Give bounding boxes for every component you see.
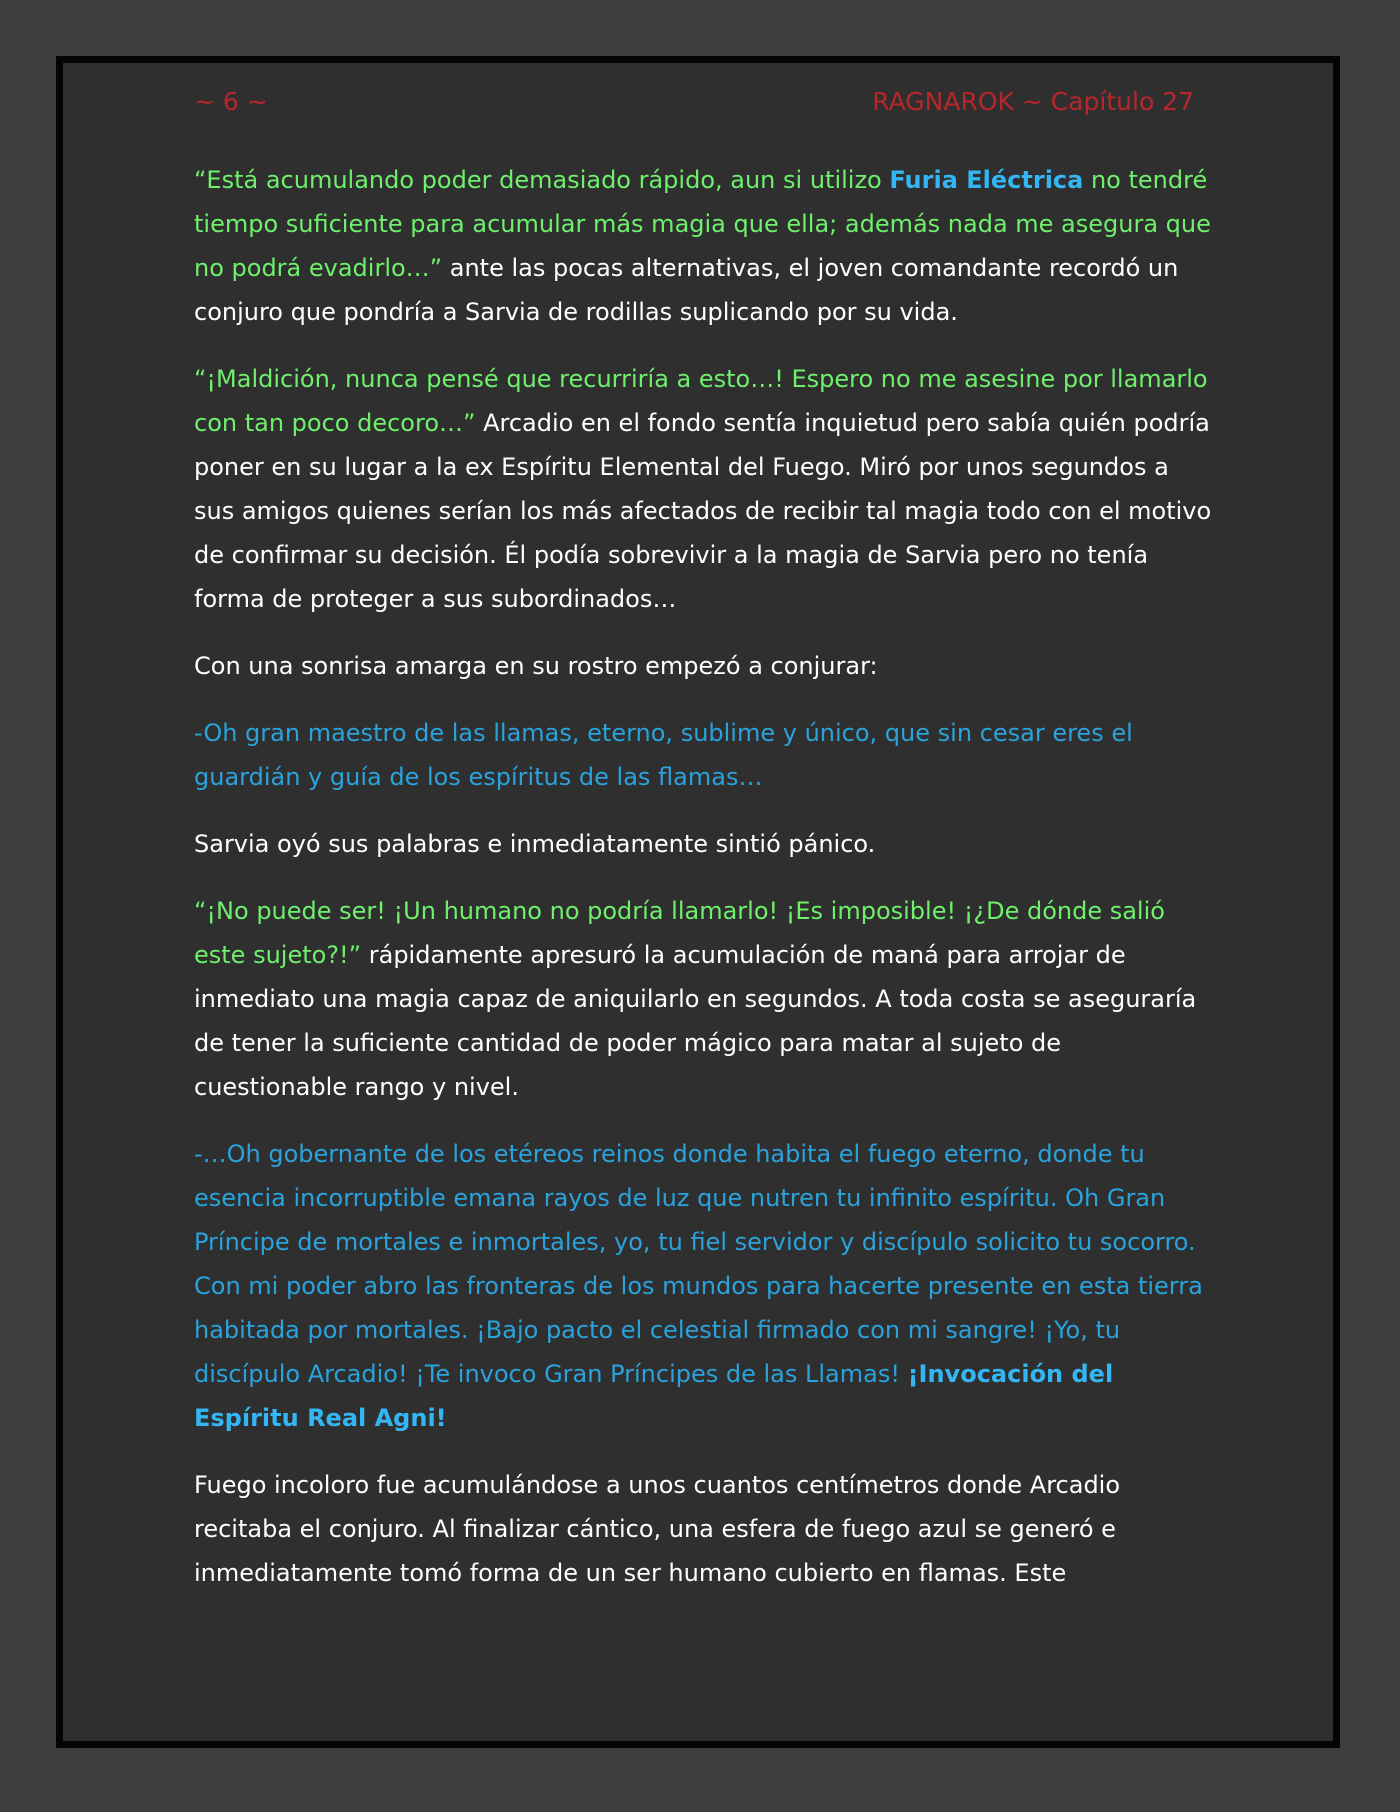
thought-text: “¡Maldición, nunca pensé que recurriría a esto…! Espero no me asesine por llamarlo con tan poco decoro…” <box>194 365 1208 437</box>
paragraph-6 <box>194 889 1214 1109</box>
spell-name: ¡Invocación del Espíritu Real Agni! <box>194 1360 1114 1432</box>
narration-text: Fuego incoloro fue acumulándose a unos cuantos centímetros donde Arcadio recitaba el conjuro. Al finalizar cántico, una esfera de fuego azul se generó e inmediatamente tomó forma de un ser humano cubierto en flamas. Este <box>194 1471 1121 1587</box>
paragraph-1 <box>194 158 1214 334</box>
paragraph-3 <box>194 644 1214 688</box>
chapter-title: RAGNAROK ~ Capítulo 27 <box>872 87 1194 116</box>
paragraph-7 <box>194 1132 1214 1440</box>
narration-text: rápidamente apresuró la acumulación de maná para arrojar de inmediato una magia capaz de aniquilarlo en segundos. A toda costa se aseguraría de tener la suficiente cantidad de poder mágico para matar al sujeto de cuestionable rango y nivel. <box>194 941 1197 1101</box>
thought-text: “Está acumulando poder demasiado rápido, aun si utilizo <box>194 166 890 194</box>
paragraph-4 <box>194 711 1214 799</box>
narration-text: ante las pocas alternativas, el joven comandante recordó un conjuro que pondría a Sarvia de rodillas suplicando por su vida. <box>194 254 1179 326</box>
page-number: ~ 6 ~ <box>194 87 268 116</box>
spell-name: Furia Eléctrica <box>889 166 1084 194</box>
narration-text: Con una sonrisa amarga en su rostro empezó a conjurar: <box>194 652 878 680</box>
paragraph-8 <box>194 1463 1214 1595</box>
paragraph-2 <box>194 357 1214 621</box>
spell-chant: -Oh gran maestro de las llamas, eterno, sublime y único, que sin cesar eres el guardián y guía de los espíritus de las flamas… <box>194 719 1133 791</box>
narration-text: Arcadio en el fondo sentía inquietud pero sabía quién podría poner en su lugar a la ex Espíritu Elemental del Fuego. Miró por unos segundos a sus amigos quienes serían los más afectados de recibir tal magia todo con el motivo de confirmar su decisión. Él podía sobrevivir a la magia de Sarvia pero no tenía forma de proteger a sus subordinados… <box>194 409 1212 613</box>
paragraph-5 <box>194 822 1214 866</box>
narration-text: Sarvia oyó sus palabras e inmediatamente sintió pánico. <box>194 830 876 858</box>
spell-chant: -…Oh gobernante de los etéreos reinos donde habita el fuego eterno, donde tu esencia incorruptible emana rayos de luz que nutren tu infinito espíritu. Oh Gran Príncipe de mortales e inmortales, yo, tu fiel servidor y discípulo solicito tu socorro. Con mi poder abro las fronteras de los mundos para hacerte presente en esta tierra habitada por mortales. ¡Bajo pacto el celestial firmado con mi sangre! ¡Yo, tu discípulo Arcadio! ¡Te invoco Gran Príncipes de las Llamas! <box>194 1140 1203 1388</box>
thought-text: “¡No puede ser! ¡Un humano no podría llamarlo! ¡Es imposible! ¡¿De dónde salió este sujeto?!” <box>194 897 1165 969</box>
thought-text: no tendré tiempo suficiente para acumular más magia que ella; además nada me asegura que no podrá evadirlo…” <box>194 166 1211 282</box>
running-header <box>194 84 1194 120</box>
page-body <box>194 158 1214 1618</box>
